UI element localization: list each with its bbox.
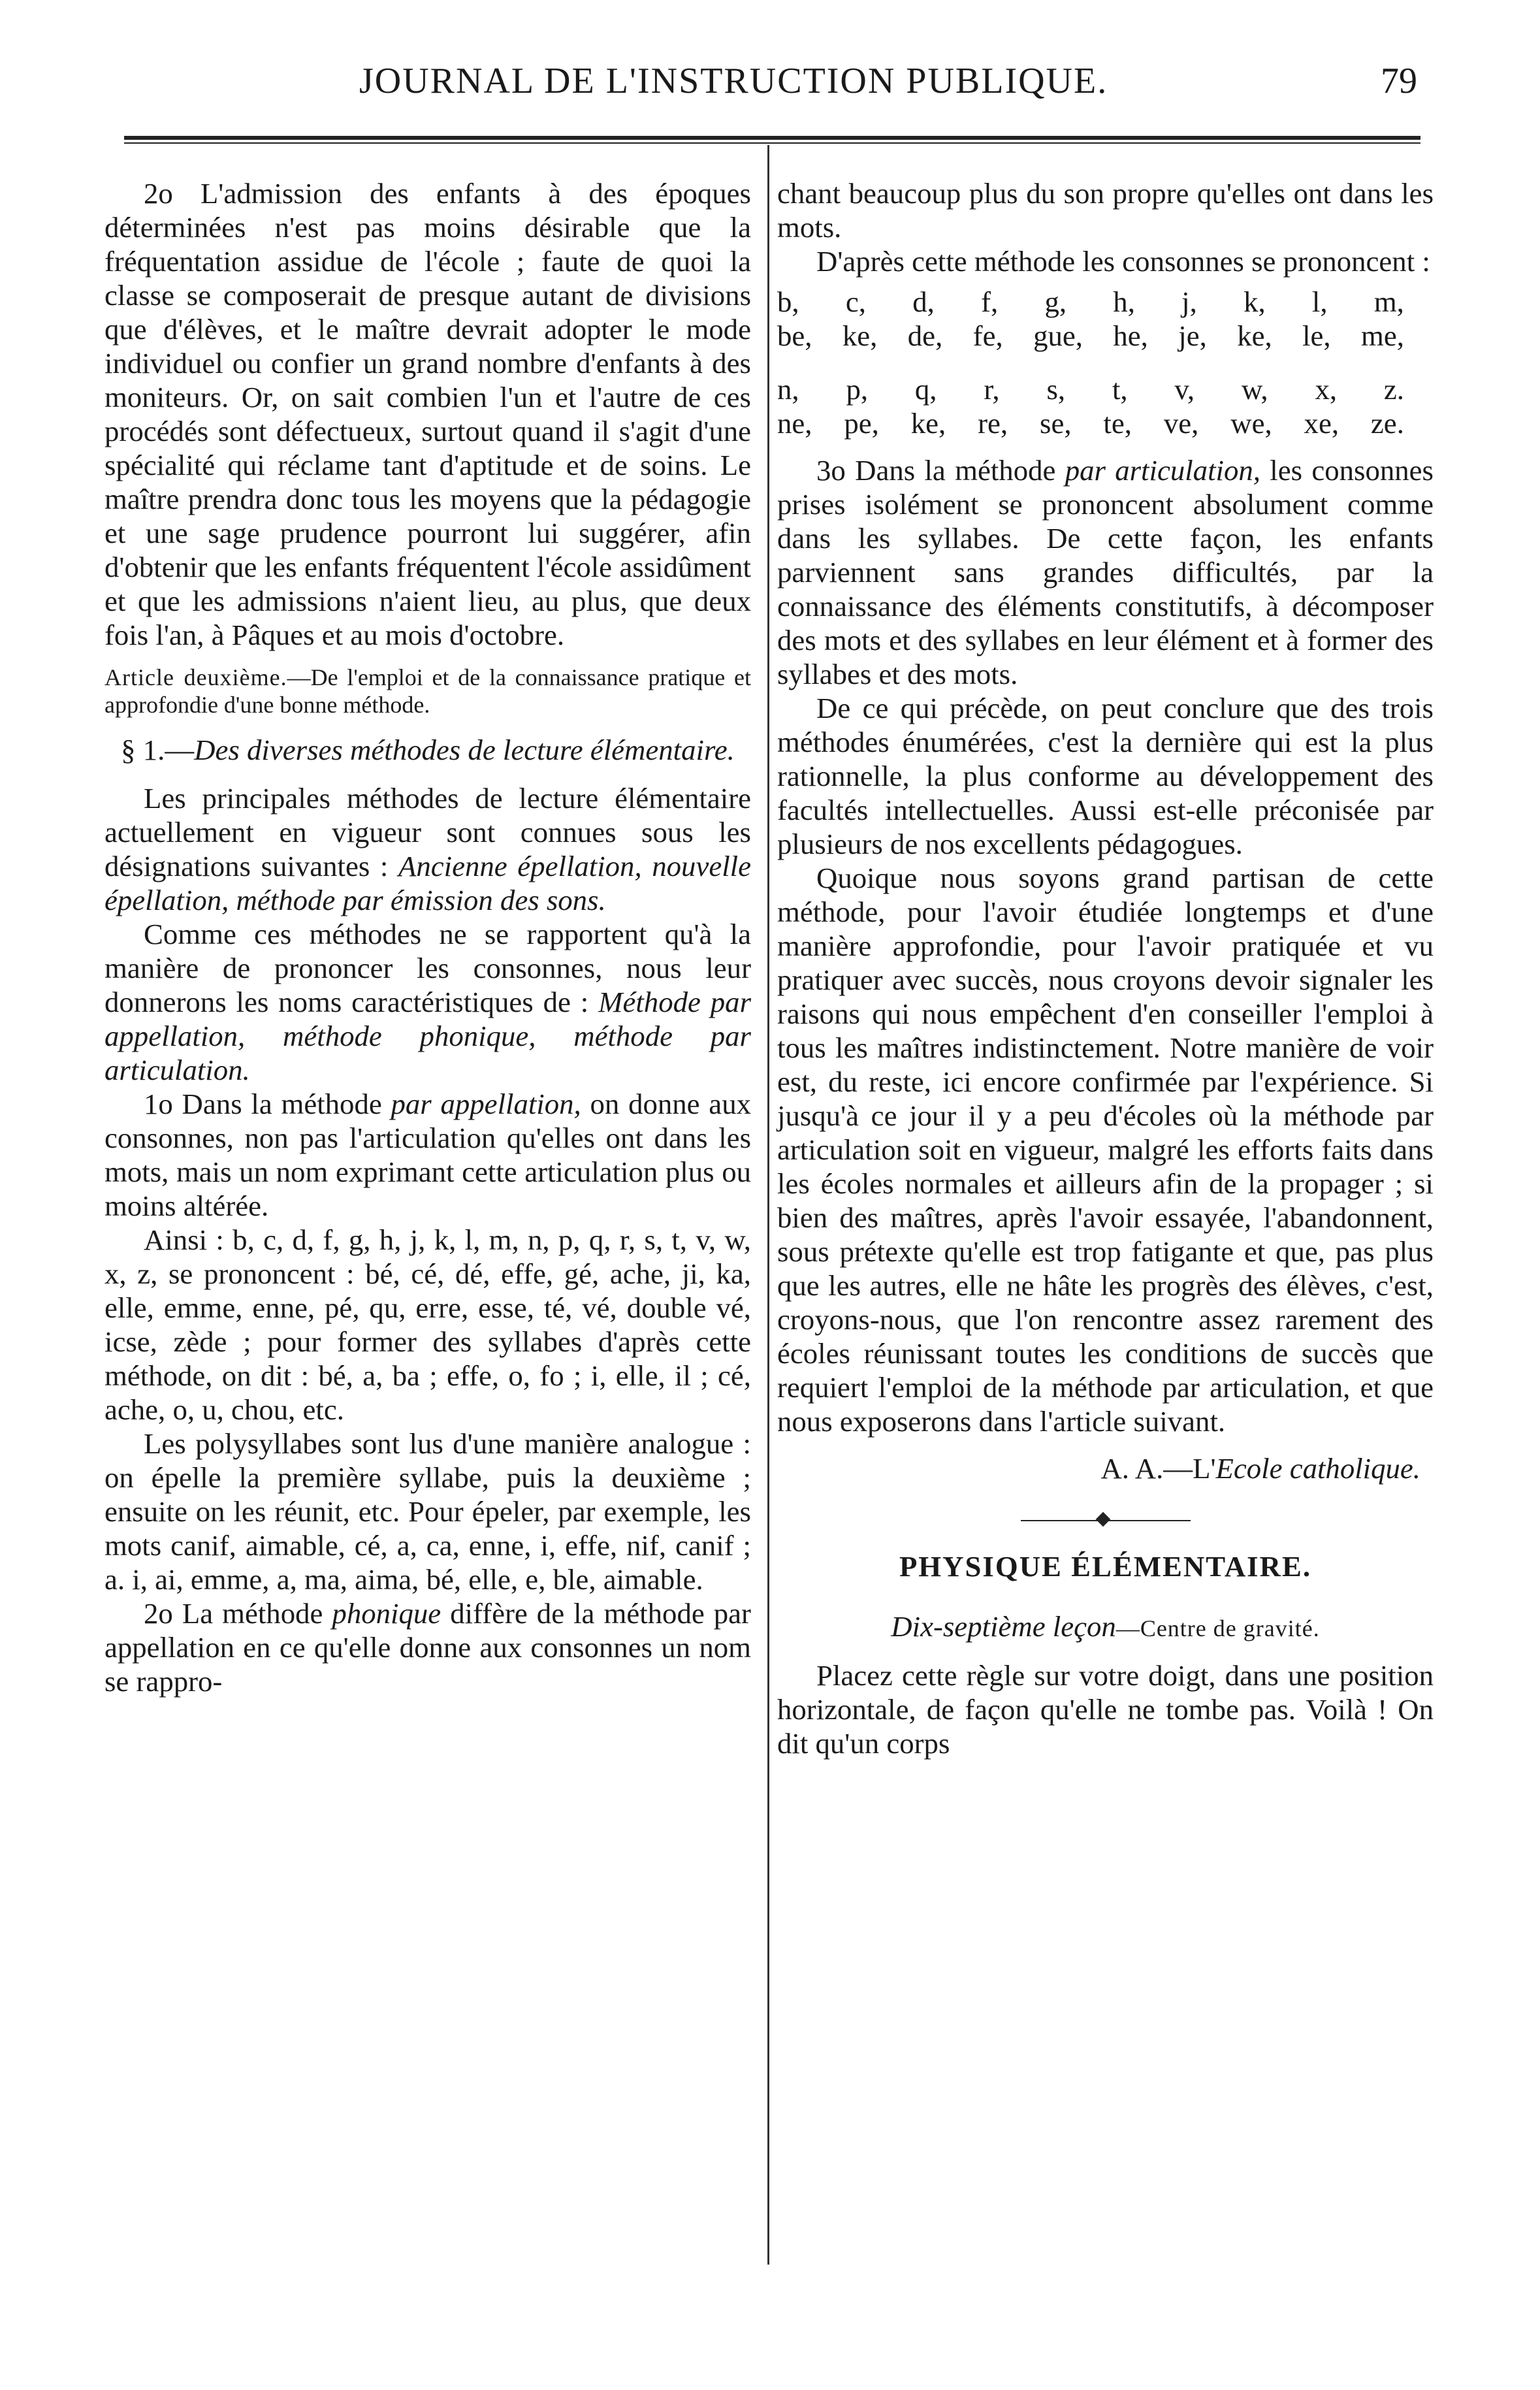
letter: z. — [1383, 373, 1404, 406]
article-label: Article deuxième. — [104, 664, 287, 690]
right-column — [777, 176, 1434, 1760]
paragraph-continuation: chant beaucoup plus du son propre qu'elles ont dans les mots. — [777, 177, 1434, 244]
paragraph-text: Comme ces méthodes ne se rapportent qu'à la manière de prononcer les consonnes, nous leur donnerons les noms caractéristiques de : — [104, 918, 751, 1018]
paragraph-text: Les principales méthodes de lecture élémentaire actuellement en vigueur sont connues sous les désignations suivantes : — [104, 782, 751, 882]
page-header — [104, 60, 1437, 112]
letter: be, — [777, 319, 812, 352]
letter: te, — [1103, 407, 1132, 440]
letter: ke, — [910, 407, 946, 440]
paragraph-quoique: Quoique nous soyons grand partisan de cette méthode, pour l'avoir étudiée longtemps et d'une manière approfondie, pour l'avoir pratiquée et vu pratiquer avec succès, nous croyons devoir signaler les raisons qui nous empêchent d'en conseiller l'emploi à tous les maîtres indistinctement. Notre manière de voir est, du reste, ici encore confirmée par l'expérience. Si jusqu'à ce jour il y a peu d'écoles où la méthode par articulation soit en vigueur, malgré les efforts faits dans les écoles normales et ailleurs afin de la propager ; si bien des maîtres, après l'avoir essayée, l'abandonnent, sous prétexte qu'elle est trop fatigante et que, pas plus que les autres, elle ne hâte les progrès des élèves, c'est, croyons-nous, que l'on rencontre assez rarement des écoles réunissant toutes les conditions de succès que requiert l'emploi de la méthode par articulation, et que nous exposerons dans l'article suivant. — [777, 862, 1434, 1438]
letter: w, — [1241, 373, 1268, 406]
paragraph-text: 3o Dans la méthode — [816, 454, 1065, 487]
left-column — [104, 176, 751, 1698]
letter: pe, — [844, 407, 879, 440]
letter: m, — [1373, 285, 1404, 318]
running-title: JOURNAL DE L'INSTRUCTION PUBLIQUE. — [359, 61, 1108, 101]
paragraph-italic: par appellation, — [391, 1088, 581, 1120]
letter: de, — [907, 319, 943, 352]
letter: le, — [1302, 319, 1331, 352]
letter: k, — [1243, 285, 1266, 318]
paragraph-polysyllabes: Les polysyllabes sont lus d'une manière analogue : on épelle la première syllabe, puis la deuxième ; ensuite on les réunit, etc. Pour épeler, par exemple, les mots canif, aimable, cé, a, ca, enne, i, effe, nif, canif ; a. i, ai, emme, a, ma, aima, bé, elle, e, ble, aimable. — [104, 1427, 751, 1596]
letter: ze. — [1370, 407, 1404, 440]
paragraph-appellation — [104, 1087, 751, 1223]
paragraph-articulation — [777, 453, 1434, 691]
letter: me, — [1361, 319, 1404, 352]
letter: c, — [845, 285, 866, 318]
diamond-icon — [1095, 1512, 1110, 1527]
signature-source: Ecole catholique. — [1215, 1452, 1420, 1485]
section-title: Des diverses méthodes de lecture élémentaire. — [194, 734, 735, 766]
letter: v, — [1174, 373, 1195, 406]
paragraph-ainsi: Ainsi : b, c, d, f, g, h, j, k, l, m, n, p, q, r, s, t, v, w, x, z, se prononcent : bé, cé, dé, effe, gé, ache, ji, ka, elle, emme, enne, pé, qu, erre, esse, té, vé, double vé, icse, zède ; pour former des syllabes d'après cette méthode, on dit : bé, a, ba ; effe, o, fo ; i, elle, il ; cé, ache, o, u, chou, etc. — [104, 1223, 751, 1426]
letter: ke, — [1237, 319, 1272, 352]
letter: ve, — [1163, 407, 1199, 440]
lecon-heading — [777, 1609, 1434, 1645]
letter: t, — [1112, 373, 1128, 406]
paragraph-consonnes: D'après cette méthode les consonnes se prononcent : — [816, 245, 1430, 278]
paragraph-conclure: De ce qui précède, on peut conclure que des trois méthodes énumérées, c'est la dernière qui est la plus rationnelle, la plus conforme au développement des facultés intellectuelles. Aussi est-elle préconisée par plusieurs de nos excellents pédagogues. — [777, 692, 1434, 860]
section-heading — [104, 732, 751, 768]
header-rule-thick — [124, 136, 1420, 140]
section-number: § 1.— — [121, 734, 195, 766]
letter: gue, — [1033, 319, 1083, 352]
signature — [777, 1451, 1434, 1485]
physique-title: PHYSIQUE ÉLÉMENTAIRE. — [899, 1550, 1312, 1583]
consonant-table — [777, 285, 1434, 440]
section-ornament — [1021, 1518, 1191, 1523]
letter: s, — [1046, 373, 1066, 406]
letters-row — [777, 406, 1404, 440]
paragraph-admission: 2o L'admission des enfants à des époques déterminées n'est pas moins désirable que la fréquentation assidue de l'école ; faute de quoi la classe se composerait de presque autant de divisions que d'élèves, et le maître devrait adopter le mode individuel ou confier un grand nombre d'enfants à des moniteurs. Or, on sait combien l'un et l'autre de ces procédés sont défectueux, surtout quand il s'agit d'une spécialité qui réclame tant d'aptitude et de soins. Le maître prendra donc tous les moyens que la pédagogie et une sage prudence pourront lui suggérer, afin d'obtenir que les enfants fréquentent l'école assidûment et que les admissions n'aient lieu, au plus, que deux fois l'an, à Pâques et au mois d'octobre. — [104, 177, 751, 651]
paragraph-comme — [104, 917, 751, 1087]
letter: n, — [777, 373, 799, 406]
paragraph-italic: Méthode par appellation, méthode phonique, méthode par articulation. — [104, 986, 752, 1086]
letters-row — [777, 319, 1404, 353]
article-text: —De l'emploi et de la connaissance pratique et approfondie d'une bonne méthode. — [104, 664, 751, 718]
letters-row — [777, 372, 1404, 406]
letters-row — [777, 285, 1404, 319]
letter: se, — [1040, 407, 1072, 440]
paragraph-text: diffère de la méthode par appellation en ce qu'elle donne aux consonnes un nom se rappro- — [104, 1597, 751, 1698]
paragraph-text: les consonnes prises isolément se prononcent absolument comme dans les syllabes. De cette façon, les enfants parviennent sans grandes difficultés, par la connaissance des éléments constitutifs, à décomposer des mots et des syllabes en leur élément et à former des syllabes et des mots. — [777, 454, 1434, 690]
paragraph-text: on donne aux consonnes, non pas l'articulation qu'elles ont dans les mots, mais un nom exprimant cette articulation plus ou moins altérée. — [104, 1088, 751, 1222]
article-heading — [104, 664, 751, 719]
lecon-number: Dix-septième leçon — [891, 1610, 1116, 1643]
column-divider — [767, 145, 769, 2265]
letter: x, — [1315, 373, 1338, 406]
letter: p, — [846, 373, 869, 406]
header-rule-thin — [124, 142, 1420, 144]
signature-author: A. A.—L' — [1100, 1452, 1216, 1485]
letter: d, — [912, 285, 935, 318]
letter: q, — [914, 373, 937, 406]
letter: he, — [1113, 319, 1148, 352]
paragraph-phonique — [104, 1596, 751, 1698]
letter: r, — [984, 373, 1000, 406]
paragraph-italic: par articulation, — [1065, 454, 1260, 487]
paragraph-text: 2o La méthode — [144, 1597, 332, 1630]
paragraph-placez: Placez cette règle sur votre doigt, dans une position horizontale, de façon qu'elle ne tombe pas. Voilà ! On dit qu'un corps — [777, 1659, 1434, 1760]
letter: re, — [978, 407, 1008, 440]
letter: ke, — [842, 319, 878, 352]
letter: je, — [1178, 319, 1207, 352]
page-number: 79 — [1381, 61, 1417, 101]
letter: f, — [981, 285, 999, 318]
letter: we, — [1230, 407, 1272, 440]
letter: h, — [1113, 285, 1135, 318]
letter: ne, — [777, 407, 812, 440]
paragraph-italic: Ancienne épellation, nouvelle épellation, méthode par émission des sons. — [104, 850, 751, 916]
lecon-subject: —Centre de gravité. — [1115, 1615, 1320, 1641]
paragraph-principales — [104, 781, 751, 917]
letter: b, — [777, 285, 799, 318]
letter: fe, — [972, 319, 1003, 352]
paragraph-text: 1o Dans la méthode — [144, 1088, 391, 1120]
letter: g, — [1044, 285, 1067, 318]
letter: l, — [1311, 285, 1328, 318]
paragraph-italic: phonique — [332, 1597, 441, 1630]
letter: j, — [1181, 285, 1197, 318]
letter: xe, — [1304, 407, 1339, 440]
